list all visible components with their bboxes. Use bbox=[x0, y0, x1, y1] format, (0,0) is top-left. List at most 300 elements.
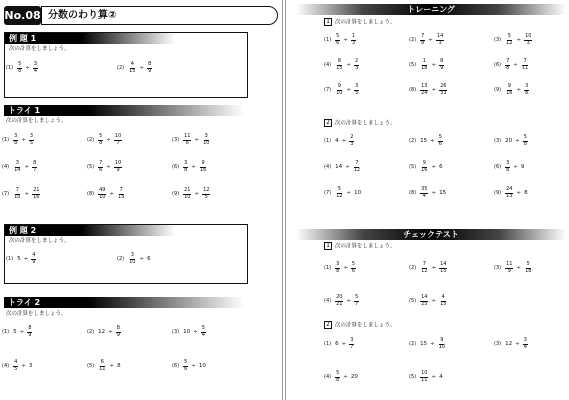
division-operator: ÷ bbox=[346, 298, 352, 304]
problem-number: (1) bbox=[2, 137, 10, 143]
fraction-numerator: 7 bbox=[355, 160, 359, 166]
fraction-denominator: 18 bbox=[421, 64, 428, 71]
check-set-2-instruction-text: 次の計算をしましょう。 bbox=[335, 322, 396, 329]
fraction bbox=[521, 59, 529, 71]
fraction bbox=[116, 326, 121, 338]
training-set-2-instruction-text: 次の計算をしましょう。 bbox=[335, 120, 396, 127]
fraction bbox=[439, 84, 447, 96]
fraction-denominator: 15 bbox=[129, 67, 136, 74]
fraction-numerator: 5 bbox=[184, 359, 188, 365]
fraction-numerator: 35 bbox=[421, 186, 428, 192]
problem-number: (3) bbox=[494, 265, 502, 271]
fraction bbox=[438, 135, 443, 147]
problem-item bbox=[494, 84, 530, 96]
problem-item bbox=[409, 59, 445, 71]
division-operator: ÷ bbox=[346, 190, 352, 196]
fraction bbox=[33, 62, 38, 74]
division-operator: ÷ bbox=[21, 363, 26, 369]
problem-item bbox=[2, 326, 33, 338]
division-operator: ÷ bbox=[139, 256, 145, 262]
fraction bbox=[29, 134, 34, 146]
fraction bbox=[114, 161, 122, 173]
problem-item bbox=[324, 338, 355, 350]
division-operator: ÷ bbox=[191, 164, 196, 170]
problem-number: (3) bbox=[494, 341, 502, 347]
problem-item bbox=[494, 135, 529, 147]
fraction-numerator: 5 bbox=[523, 134, 527, 140]
problem-number: (2) bbox=[87, 137, 95, 143]
division-operator: ÷ bbox=[343, 374, 348, 380]
problem-number: (2) bbox=[409, 265, 417, 271]
worksheet-number-badge: No.08 bbox=[4, 6, 41, 25]
problem-number: (1) bbox=[324, 138, 332, 144]
check-set-1-instruction-text: 次の計算をしましょう。 bbox=[335, 243, 396, 250]
problem-number: (2) bbox=[409, 341, 417, 347]
fraction bbox=[354, 295, 359, 307]
example-2-heading: 例 題 2 bbox=[5, 225, 175, 236]
fraction-numerator: 5 bbox=[18, 61, 22, 67]
division-operator: ÷ bbox=[341, 138, 347, 144]
problem-item bbox=[6, 253, 37, 265]
worksheet-left-page bbox=[0, 0, 283, 400]
division-operator: ÷ bbox=[345, 164, 350, 170]
fraction-denominator: 12 bbox=[336, 192, 343, 199]
division-operator: ÷ bbox=[23, 256, 29, 262]
division-operator: ÷ bbox=[194, 137, 200, 143]
division-operator: ÷ bbox=[431, 190, 437, 196]
division-operator: ÷ bbox=[343, 37, 348, 43]
problem-number: (5) bbox=[87, 363, 95, 369]
problem-item bbox=[409, 84, 448, 96]
fraction bbox=[128, 62, 136, 74]
problem-item bbox=[117, 62, 153, 74]
fraction bbox=[183, 188, 191, 200]
fraction-numerator: 1 bbox=[351, 33, 356, 39]
check-set-1-number: 1 bbox=[324, 242, 332, 250]
whole-number: 4 bbox=[439, 374, 443, 380]
whole-number: 6 bbox=[439, 164, 443, 170]
problem-item bbox=[87, 326, 122, 338]
problem-number: (3) bbox=[494, 138, 502, 144]
fraction-denominator: 11 bbox=[521, 64, 529, 71]
problem-item bbox=[172, 326, 207, 338]
fraction-numerator: 2 bbox=[355, 58, 359, 64]
fraction-numerator: 10 bbox=[525, 33, 532, 39]
problem-item bbox=[409, 161, 444, 173]
problem-number: (9) bbox=[494, 190, 502, 196]
fraction bbox=[420, 187, 428, 199]
problem-number: (9) bbox=[494, 87, 502, 93]
problem-number: (4) bbox=[2, 164, 10, 170]
fraction-denominator: 12 bbox=[506, 39, 513, 46]
check-set-1-instruction bbox=[324, 242, 396, 251]
problem-number: (1) bbox=[324, 341, 332, 347]
fraction-numerator: 5 bbox=[355, 294, 359, 300]
problem-number: (5) bbox=[87, 164, 95, 170]
problem-item bbox=[494, 161, 525, 173]
fraction-numerator: 3 bbox=[33, 61, 38, 67]
problem-number: (6) bbox=[494, 62, 502, 68]
fraction-denominator: 9 bbox=[148, 67, 152, 74]
problem-item bbox=[409, 295, 448, 307]
problem-item bbox=[87, 188, 126, 200]
fraction-denominator: 11 bbox=[421, 376, 428, 383]
fraction-numerator: 14 bbox=[440, 261, 447, 267]
fraction-denominator: 21 bbox=[336, 300, 343, 307]
fraction-denominator: 13 bbox=[506, 192, 513, 199]
problem-number: (8) bbox=[87, 191, 95, 197]
fraction-denominator: 16 bbox=[421, 166, 428, 173]
fraction-numerator: 21 bbox=[184, 187, 191, 193]
fraction bbox=[98, 134, 103, 146]
problem-item bbox=[87, 134, 123, 146]
problem-number: (2) bbox=[87, 329, 95, 335]
fraction-denominator: 5 bbox=[14, 365, 18, 372]
fraction-numerator: 5 bbox=[351, 261, 356, 267]
fraction-numerator: 4 bbox=[130, 61, 134, 67]
fraction bbox=[199, 161, 207, 173]
problem-item bbox=[2, 134, 35, 146]
fraction bbox=[420, 262, 428, 274]
fraction-denominator: 8 bbox=[506, 166, 510, 173]
fraction-numerator: 3 bbox=[15, 160, 19, 166]
fraction-denominator: 8 bbox=[14, 139, 18, 146]
training-set-2-number: 2 bbox=[324, 119, 332, 127]
fraction bbox=[335, 371, 340, 383]
fraction-denominator: 6 bbox=[185, 139, 189, 146]
fraction bbox=[335, 262, 340, 274]
problem-item bbox=[409, 338, 447, 350]
whole-number: 12 bbox=[505, 341, 513, 347]
fraction-numerator: 10 bbox=[114, 160, 122, 166]
fraction-numerator: 3 bbox=[523, 337, 527, 343]
fraction-numerator: 4 bbox=[32, 252, 36, 258]
division-operator: ÷ bbox=[516, 265, 522, 271]
fraction-numerator: 5 bbox=[336, 370, 340, 376]
fraction-numerator: 20 bbox=[336, 294, 343, 300]
division-operator: ÷ bbox=[428, 37, 433, 43]
problem-item bbox=[172, 161, 208, 173]
fraction-denominator: 10 bbox=[336, 89, 343, 96]
check-test-heading: チェックテスト bbox=[296, 229, 566, 240]
division-operator: ÷ bbox=[109, 191, 115, 197]
fraction-numerator: 3 bbox=[525, 83, 529, 89]
fraction-numerator: 3 bbox=[130, 252, 134, 258]
division-operator: ÷ bbox=[191, 363, 196, 369]
problem-number: (6) bbox=[172, 363, 180, 369]
problem-item bbox=[494, 262, 533, 274]
whole-number: 5 bbox=[17, 256, 21, 262]
fraction-numerator: 7 bbox=[15, 187, 19, 193]
fraction-denominator: 12 bbox=[353, 166, 361, 173]
fraction-numerator: 8 bbox=[33, 160, 37, 166]
fraction bbox=[13, 188, 21, 200]
whole-number: 15 bbox=[420, 341, 428, 347]
problem-number: (5) bbox=[409, 164, 417, 170]
fraction-numerator: 7 bbox=[523, 58, 527, 64]
fraction bbox=[420, 84, 428, 96]
division-operator: ÷ bbox=[109, 363, 115, 369]
fraction-numerator: 2 bbox=[350, 134, 354, 140]
problem-item bbox=[324, 161, 362, 173]
fraction-denominator: 4 bbox=[201, 331, 205, 338]
problem-number: (2) bbox=[409, 138, 417, 144]
problem-item bbox=[409, 135, 444, 147]
fraction bbox=[349, 135, 354, 147]
fraction bbox=[436, 34, 444, 46]
problem-item bbox=[324, 34, 357, 46]
fraction-numerator: 3 bbox=[29, 133, 34, 139]
problem-number: (7) bbox=[324, 190, 332, 196]
fraction-numerator: 11 bbox=[184, 133, 191, 139]
problem-number: (1) bbox=[2, 329, 10, 335]
fraction-denominator: 3 bbox=[350, 140, 354, 147]
division-operator: ÷ bbox=[431, 265, 437, 271]
fraction-denominator: 8 bbox=[506, 64, 510, 71]
problem-item bbox=[87, 360, 122, 372]
fraction bbox=[32, 161, 37, 173]
problem-number: (4) bbox=[324, 374, 332, 380]
fraction bbox=[202, 134, 210, 146]
division-operator: ÷ bbox=[513, 164, 518, 170]
fraction-denominator: 8 bbox=[336, 376, 340, 383]
training-set-1-number: 1 bbox=[324, 18, 332, 26]
fraction-denominator: 9 bbox=[28, 331, 32, 338]
fraction bbox=[420, 161, 428, 173]
fraction-numerator: 24 bbox=[506, 186, 513, 192]
problem-item bbox=[409, 34, 445, 46]
whole-number: 15 bbox=[420, 138, 428, 144]
fraction-numerator: 14 bbox=[436, 33, 444, 39]
problem-number: (2) bbox=[117, 256, 125, 262]
fraction bbox=[505, 262, 513, 274]
fraction-numerator: 5 bbox=[201, 325, 205, 331]
whole-number: 10 bbox=[354, 190, 362, 196]
fraction bbox=[335, 187, 343, 199]
fraction bbox=[354, 59, 359, 71]
fraction-numerator: 11 bbox=[506, 261, 513, 267]
fraction bbox=[354, 84, 359, 96]
fraction bbox=[17, 62, 22, 74]
check-set-2-instruction bbox=[324, 321, 396, 330]
fraction-denominator: 6 bbox=[336, 39, 340, 46]
division-operator: ÷ bbox=[431, 87, 437, 93]
problem-item bbox=[324, 135, 355, 147]
problem-number: (1) bbox=[6, 65, 14, 71]
fraction bbox=[420, 295, 428, 307]
fraction-denominator: 7 bbox=[33, 166, 37, 173]
problem-number: (1) bbox=[6, 256, 14, 262]
problem-number: (4) bbox=[324, 62, 332, 68]
example-1-heading: 例 題 1 bbox=[5, 33, 175, 44]
fraction-numerator: 8 bbox=[337, 58, 341, 64]
division-operator: ÷ bbox=[430, 138, 435, 144]
fraction bbox=[523, 135, 528, 147]
fraction-denominator: 8 bbox=[421, 39, 425, 46]
fraction-numerator: 8 bbox=[116, 325, 120, 331]
problem-number: (1) bbox=[324, 37, 332, 43]
division-operator: ÷ bbox=[193, 329, 198, 335]
whole-number: 20 bbox=[505, 138, 513, 144]
fraction-denominator: 4 bbox=[33, 67, 38, 74]
fraction-denominator: 10 bbox=[129, 258, 136, 265]
fraction-numerator: 10 bbox=[114, 133, 122, 139]
fraction-denominator: 9 bbox=[32, 258, 36, 265]
problem-item bbox=[494, 59, 530, 71]
fraction bbox=[335, 34, 340, 46]
fraction-denominator: 11 bbox=[99, 365, 106, 372]
fraction-numerator: 9 bbox=[422, 160, 426, 166]
fraction-denominator: 3 bbox=[351, 39, 356, 46]
problem-number: (7) bbox=[2, 191, 10, 197]
fraction-denominator: 15 bbox=[440, 300, 447, 307]
fraction-denominator: 8 bbox=[99, 139, 103, 146]
problem-number: (5) bbox=[409, 374, 417, 380]
fraction-denominator: 6 bbox=[351, 267, 356, 274]
problem-item bbox=[409, 371, 444, 383]
fraction bbox=[505, 34, 513, 46]
fraction-denominator: 8 bbox=[336, 267, 340, 274]
problem-item bbox=[117, 253, 152, 265]
division-operator: ÷ bbox=[341, 341, 347, 347]
problem-item bbox=[172, 188, 211, 200]
fraction-denominator: 3 bbox=[355, 64, 359, 71]
fraction-denominator: 15 bbox=[440, 267, 447, 274]
fraction-denominator: 33 bbox=[440, 89, 447, 96]
fraction bbox=[439, 262, 447, 274]
fraction-numerator: 5 bbox=[99, 133, 103, 139]
problem-item bbox=[2, 161, 38, 173]
fraction-numerator: 3 bbox=[14, 133, 18, 139]
fraction-numerator: 49 bbox=[99, 187, 106, 193]
worksheet-title: 分数のわり算② bbox=[41, 6, 278, 25]
fraction-numerator: 3 bbox=[184, 160, 188, 166]
worksheet-right-page bbox=[285, 0, 569, 400]
problem-number: (3) bbox=[494, 37, 502, 43]
fraction-denominator: 9 bbox=[440, 64, 444, 71]
fraction-numerator: 12 bbox=[203, 187, 210, 193]
fraction-numerator: 9 bbox=[337, 83, 341, 89]
fraction bbox=[505, 187, 513, 199]
fraction-denominator: 15 bbox=[336, 64, 343, 71]
whole-number: 15 bbox=[439, 190, 447, 196]
fraction bbox=[335, 295, 343, 307]
division-operator: ÷ bbox=[431, 374, 437, 380]
fraction-numerator: 3 bbox=[204, 133, 208, 139]
fraction bbox=[505, 84, 513, 96]
fraction bbox=[183, 161, 188, 173]
problem-number: (3) bbox=[172, 137, 180, 143]
fraction-numerator: 1 bbox=[422, 58, 426, 64]
fraction bbox=[439, 295, 447, 307]
problem-item bbox=[409, 187, 447, 199]
fraction-numerator: 3 bbox=[506, 160, 510, 166]
fraction-denominator: 6 bbox=[438, 140, 442, 147]
fraction bbox=[335, 84, 343, 96]
division-operator: ÷ bbox=[513, 62, 518, 68]
fraction-numerator: 3 bbox=[350, 337, 354, 343]
problem-item bbox=[87, 161, 123, 173]
fraction bbox=[201, 326, 206, 338]
fraction bbox=[32, 188, 40, 200]
whole-number: 9 bbox=[520, 164, 525, 170]
division-operator: ÷ bbox=[431, 164, 437, 170]
fraction bbox=[420, 34, 425, 46]
division-operator: ÷ bbox=[515, 138, 520, 144]
training-set-1-instruction-text: 次の計算をしましょう。 bbox=[335, 19, 396, 26]
problem-item bbox=[6, 62, 39, 74]
division-operator: ÷ bbox=[343, 265, 348, 271]
whole-number: 3 bbox=[28, 363, 33, 369]
division-operator: ÷ bbox=[21, 137, 26, 143]
division-operator: ÷ bbox=[25, 65, 30, 71]
fraction bbox=[420, 371, 428, 383]
fraction-denominator: 6 bbox=[99, 166, 103, 173]
fraction-denominator: 10 bbox=[184, 193, 191, 200]
whole-number: 5 bbox=[13, 329, 17, 335]
whole-number: 6 bbox=[147, 256, 151, 262]
fraction-denominator: 8 bbox=[525, 89, 529, 96]
fraction-numerator: 5 bbox=[507, 33, 511, 39]
problem-item bbox=[324, 295, 360, 307]
try-2-instruction: 次の計算をしましょう。 bbox=[6, 311, 67, 317]
problem-number: (5) bbox=[409, 298, 417, 304]
fraction bbox=[524, 84, 529, 96]
training-heading: トレーニング bbox=[296, 4, 566, 15]
division-operator: ÷ bbox=[24, 191, 30, 197]
fraction bbox=[335, 59, 343, 71]
fraction-denominator: 9 bbox=[116, 331, 120, 338]
fraction bbox=[439, 59, 444, 71]
problem-number: (7) bbox=[324, 87, 332, 93]
whole-number: 20 bbox=[350, 374, 358, 380]
problem-item bbox=[324, 262, 357, 274]
problem-number: (8) bbox=[409, 190, 417, 196]
fraction-numerator: 6 bbox=[100, 359, 104, 365]
fraction-numerator: 5 bbox=[337, 186, 341, 192]
division-operator: ÷ bbox=[24, 164, 30, 170]
division-operator: ÷ bbox=[346, 62, 352, 68]
problem-number: (8) bbox=[409, 87, 417, 93]
problem-number: (4) bbox=[2, 363, 10, 369]
problem-item bbox=[494, 34, 533, 46]
fraction-denominator: 10 bbox=[99, 193, 106, 200]
fraction bbox=[13, 161, 21, 173]
fraction-denominator: 9 bbox=[507, 267, 511, 274]
division-operator: ÷ bbox=[431, 62, 437, 68]
problem-item bbox=[494, 338, 529, 350]
fraction-numerator: 7 bbox=[119, 187, 123, 193]
problem-number: (1) bbox=[324, 265, 332, 271]
fraction bbox=[351, 34, 356, 46]
problem-item bbox=[494, 187, 529, 199]
fraction-denominator: 18 bbox=[525, 267, 532, 274]
fraction-numerator: 7 bbox=[99, 160, 103, 166]
fraction-numerator: 7 bbox=[422, 261, 426, 267]
fraction bbox=[117, 188, 125, 200]
division-operator: ÷ bbox=[516, 87, 522, 93]
fraction-numerator: 21 bbox=[33, 187, 40, 193]
problem-number: (2) bbox=[117, 65, 125, 71]
try-1-instruction: 次の計算をしましょう。 bbox=[6, 118, 67, 124]
fraction-denominator: 16 bbox=[506, 89, 513, 96]
fraction bbox=[505, 59, 510, 71]
fraction bbox=[351, 262, 356, 274]
fraction bbox=[524, 34, 532, 46]
problem-item bbox=[324, 84, 360, 96]
fraction bbox=[523, 338, 528, 350]
fraction-denominator: 3 bbox=[526, 39, 530, 46]
